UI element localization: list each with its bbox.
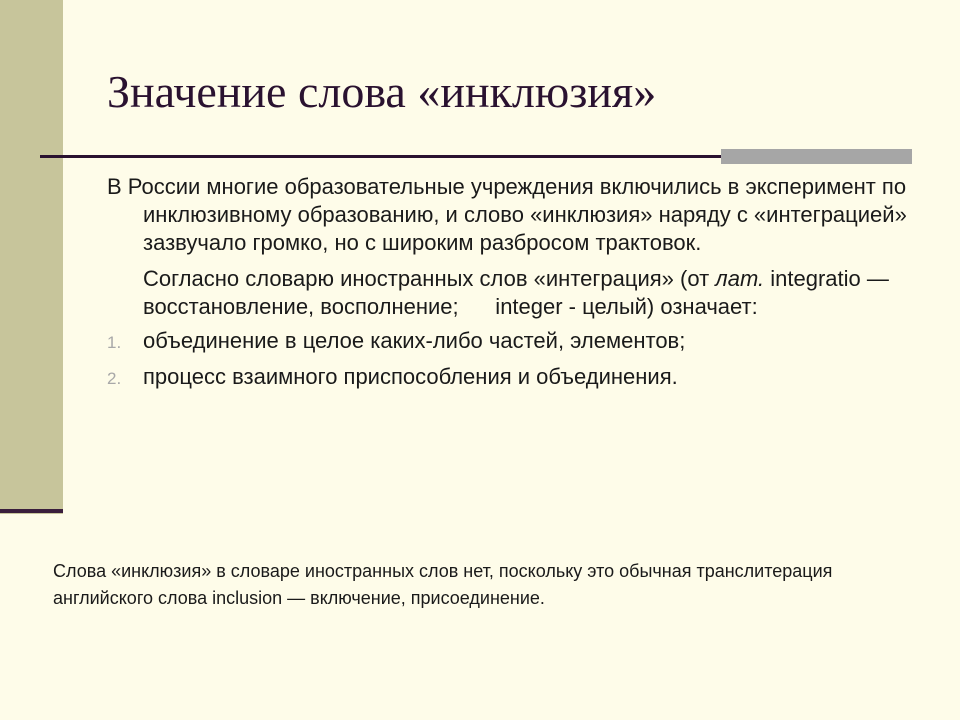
meaning-list [107, 327, 917, 391]
list-number: 2. [107, 369, 122, 388]
title-divider-accent [721, 149, 912, 164]
slide-body [107, 173, 917, 399]
list-text: процесс взаимного приспособления и объединения. [143, 364, 678, 389]
footnote: Слова «инклюзия» в словаре иностранных слов нет, поскольку это обычная транслитерация английского слова inclusion — включение, присоединение. [53, 561, 833, 608]
list-item [107, 327, 917, 355]
paragraph-2 [107, 265, 917, 321]
list-text: объединение в целое каких-либо частей, элементов; [143, 328, 686, 353]
paragraph-1: В России многие образовательные учреждения включились в эксперимент по инклюзивному образованию, и слово «инклюзия» наряду с «интеграцией» зазвучало громко, но с широким разбросом трактовок. [107, 174, 907, 255]
slide-title: Значение слова «инклюзия» [107, 66, 657, 117]
paragraph-2-italic: лат. [715, 266, 765, 291]
left-bar-underline [0, 509, 63, 513]
paragraph-2-start: Согласно словарю иностранных слов «интеграция» (от [143, 266, 716, 291]
list-item [107, 363, 917, 391]
left-decorative-bar [0, 0, 63, 514]
paragraph-2-end: integratio — восстановление, восполнение; integer - целый) означает: [143, 266, 895, 319]
list-number: 1. [107, 333, 122, 352]
